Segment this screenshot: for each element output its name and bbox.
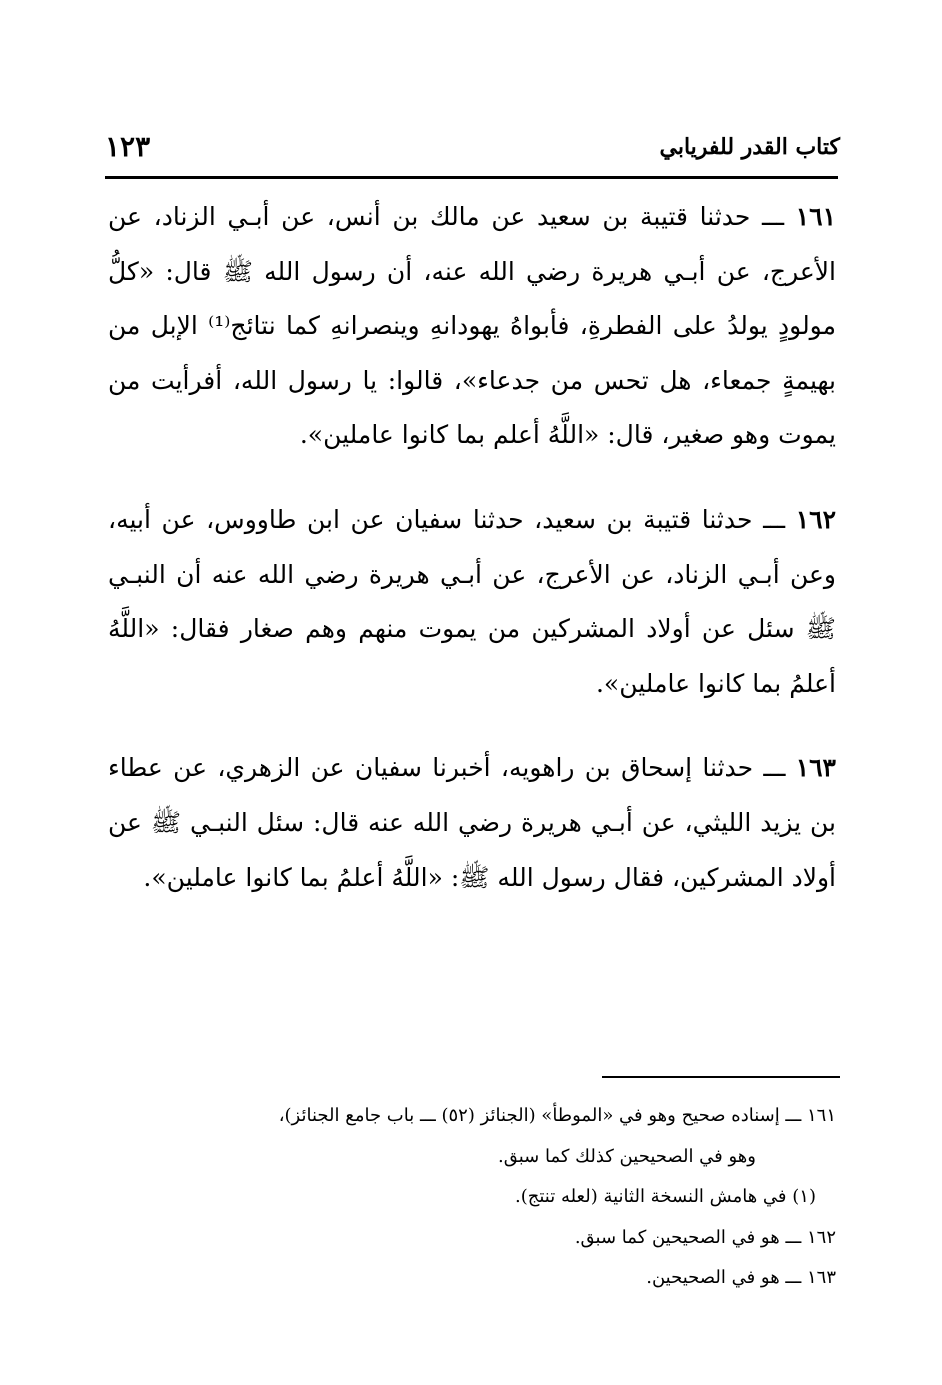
footnote-162: ١٦٢ ـــ هو في الصحيحين كما سبق. <box>574 1226 836 1248</box>
hadith-number: ١٦٢ <box>795 504 837 534</box>
footnote-163: ١٦٣ ـــ هو في الصحيحين. <box>646 1267 836 1288</box>
hadith-text: ـــ حدثنا قتيبة بن سعيد عن مالك بن أنس، عن أبـي الزناد، عن الأعرج، عن أبـي هريرة رضي الله عنه، أن رسول الله ﷺ قال: «كلُّ مولودٍ يولدُ على الفطرةِ، فأبواهُ يهودانهِ وينصرانهِ كما نتائج⁽¹⁾ الإبل من بهيمةٍ جمعاء، هل تحس من جدعاء»، قالوا: يا رسول الله، أفرأيت من يموت وهو صغير، قال: «اللَّهُ أعلم بما كانوا عاملين». <box>108 202 836 450</box>
hadith-161 <box>108 190 836 463</box>
footnote-161: ١٦١ ـــ إسناده صحيح وهو في «الموطأ» (الجنائز (٥٢) ـــ باب جامع الجنائز)، <box>278 1105 836 1126</box>
header-rule <box>105 176 838 179</box>
page-header <box>105 128 840 176</box>
main-text <box>108 190 836 935</box>
footnotes <box>108 1096 836 1299</box>
hadith-number: ١٦٣ <box>795 753 836 783</box>
book-title: كتاب القدر للفريابي <box>659 134 840 160</box>
page-number: ١٢٣ <box>105 130 151 163</box>
footnote-rule <box>602 1076 840 1078</box>
hadith-text: ـــ حدثنا إسحاق بن راهويه، أخبرنا سفيان عن الزهري، عن عطاء بن يزيد الليثي، عن أبـي هريرة رضي الله عنه قال: سئل النبـي ﷺ عن أولاد المشركين، فقال رسول الله ﷺ: «اللَّهُ أعلمُ بما كانوا عاملين». <box>108 753 836 892</box>
hadith-163 <box>108 741 836 905</box>
hadith-number: ١٦١ <box>795 202 837 231</box>
footnote-marker-1: (١) في هامش النسخة الثانية (لعله تنتج). <box>514 1186 816 1207</box>
footnote-161-continued: وهو في الصحيحين كذلك كما سبق. <box>498 1145 756 1167</box>
hadith-text: ـــ حدثنا قتيبة بن سعيد، حدثنا سفيان عن ابن طاووس، عن أبيه، وعن أبـي الزناد، عن الأعرج، عن أبـي هريرة رضي الله عنه أن النبـي ﷺ سئل عن أولاد المشركين من يموت منهم وهم صغار فقال: «اللَّهُ أعلمُ بما كانوا عاملين». <box>108 504 836 698</box>
hadith-162 <box>108 493 836 711</box>
